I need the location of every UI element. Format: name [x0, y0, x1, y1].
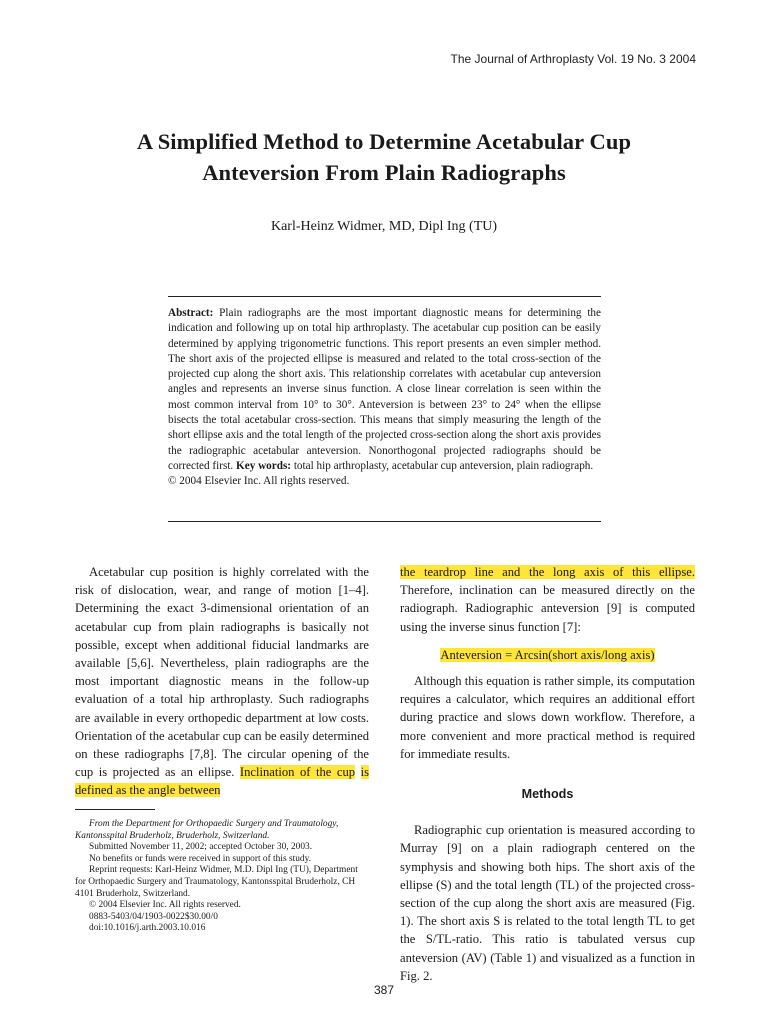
equation-text: Anteversion = Arcsin(short axis/long axis) — [440, 647, 655, 662]
footnote-reprint: Reprint requests: Karl-Heinz Widmer, M.D. Dipl Ing (TU), Department for Orthopaedic Surgery and Traumatology, Kantonsspital Bruderholz, CH 4101 Bruderholz, Switzerland. — [75, 865, 358, 899]
highlight-definition: is defined as the angle between — [75, 765, 369, 798]
section-heading-methods: Methods — [521, 787, 574, 802]
footnote-issn: 0883-5403/04/1903-0022$30.00/0 — [89, 911, 218, 922]
keywords-label: Key words: — [236, 459, 292, 472]
highlight-inclination: Inclination of the cup — [239, 765, 356, 780]
continued-text: Therefore, inclination can be measured directly on the radiograph. Radiographic anteversion [9] is computed using the inverse sinus function [7]: — [400, 583, 695, 634]
title-line-1: A Simplified Method to Determine Acetabular Cup — [136, 129, 632, 154]
highlight-teardrop: the teardrop line and the long axis of this ellipse. — [400, 565, 695, 579]
journal-header: The Journal of Arthroplasty Vol. 19 No. 3 2004 — [450, 52, 696, 66]
title-line-2: Anteversion From Plain Radiographs — [202, 160, 566, 185]
page-number: 387 — [373, 983, 395, 997]
article-title — [40, 126, 728, 188]
abstract-block — [168, 306, 601, 490]
author-line: Karl-Heinz Widmer, MD, Dipl Ing (TU) — [270, 219, 498, 234]
footnotes-block — [75, 819, 369, 935]
footnote-submitted: Submitted November 11, 2002; accepted October 30, 2003. — [89, 842, 313, 853]
abstract-top-rule — [168, 296, 601, 297]
footnote-funding: No benefits or funds were received in support of this study. — [89, 853, 311, 864]
right-column — [400, 563, 695, 985]
methods-paragraph: Radiographic cup orientation is measured according to Murray [9] on a plain radiograph centered on the symphysis and showing both hips. The short axis of the ellipse (S) and the total length (TL) of the projected cross-section of the cup along the short axis are measured (Fig. 1). The short axis S is related to the total length TL to get the S/TL-ratio. This ratio is tabulated versus cup anteversion (AV) (Table 1) and visualized as a function in Fig. 2. — [400, 823, 695, 983]
footnote-copyright: © 2004 Elsevier Inc. All rights reserved. — [89, 900, 241, 911]
equation — [400, 646, 695, 664]
footnote-doi: doi:10.1016/j.arth.2003.10.016 — [89, 923, 206, 934]
calculator-paragraph: Although this equation is rather simple, its computation requires a calculator, which requires an additional effort during practice and slows down workflow. Therefore, a more convenient and more practical method is required for immediate results. — [400, 674, 695, 761]
intro-paragraph — [75, 563, 369, 800]
footnote-affiliation: From the Department for Orthopaedic Surgery and Traumatology, Kantonsspital Bruderholz, Bruderholz, Switzerland. — [75, 819, 339, 841]
abstract-copyright: © 2004 Elsevier Inc. All rights reserved. — [168, 475, 350, 488]
keywords-text: total hip arthroplasty, acetabular cup anteversion, plain radiograph. — [293, 459, 594, 472]
abstract-bottom-rule — [168, 521, 601, 522]
footnote-rule — [75, 809, 155, 810]
left-column — [75, 563, 369, 800]
abstract-body — [168, 306, 601, 474]
space — [355, 765, 361, 779]
abstract-label: Abstract: — [168, 307, 214, 319]
intro-text: Acetabular cup position is highly correlated with the risk of dislocation, wear, and range of motion [1–4]. Determining the exact 3-dimensional orientation of an acetabular cup from plain radiographs is basically not possible, except when additional fiducial landmarks are available [5,6]. Nevertheless, plain radiographs are the most important diagnostic means in the follow-up evaluation of a total hip arthroplasty. Such radiographs are available in every orthopedic department at low costs. Orientation of the acetabular cup can be easily determined on these radiographs [7,8]. The circular opening of the cup is projected as an ellipse. — [75, 565, 369, 780]
continued-paragraph — [400, 563, 695, 636]
abstract-text: Plain radiographs are the most important diagnostic means for determining the indication and following up on total hip arthroplasty. The acetabular cup position can be easily determined by applying trigonometric functions. This report presents an even simpler method. The short axis of the projected ellipse is measured and related to the total cross-section of the projected cup along the short axis. This relationship correlates with acetabular cup anteversion angles and represents an inverse sinus function. A close linear correlation is seen within the most common interval from 10° to 30°. Anteversion is between 23° to 24° when the ellipse bisects the total acetabular cross-section. This means that simply measuring the length of the short ellipse axis and the total length of the projected cross-section along the short axis provides the radiographic acetabular anteversion. Nonorthogonal projected radiographs should be corrected first. — [168, 307, 601, 472]
